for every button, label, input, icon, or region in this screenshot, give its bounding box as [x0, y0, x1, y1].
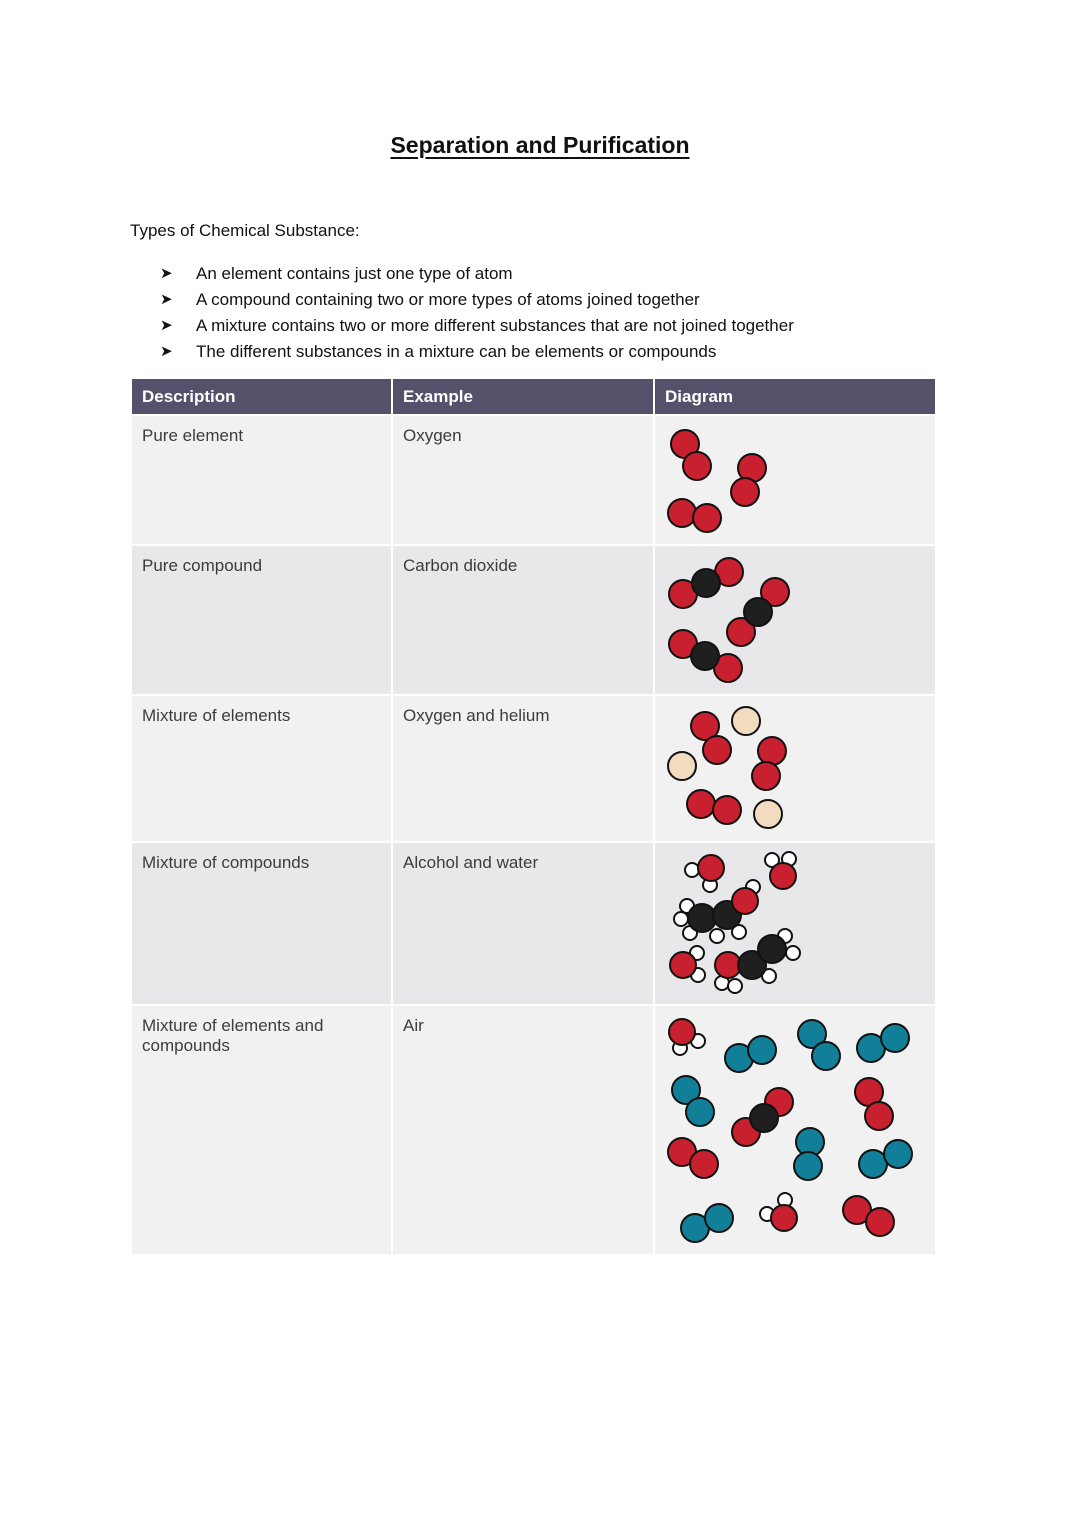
- diagram-cell: [654, 545, 936, 695]
- arrow-bullet-icon: ➤: [160, 265, 173, 282]
- table-header-row: [131, 379, 936, 415]
- description-cell: Mixture of elements: [131, 695, 392, 842]
- bullet-item: ➤ A mixture contains two or more different substances that are not joined together: [160, 313, 794, 339]
- diagram-cell: [654, 1005, 936, 1255]
- example-cell: Carbon dioxide: [392, 545, 654, 695]
- description-cell: Pure compound: [131, 545, 392, 695]
- arrow-bullet-icon: ➤: [160, 343, 173, 360]
- carbon-dioxide-molecules-icon: [655, 546, 935, 694]
- example-cell: Alcohol and water: [392, 842, 654, 1005]
- oxygen-helium-mixture-icon: [655, 696, 935, 841]
- description-cell: Mixture of compounds: [131, 842, 392, 1005]
- table-row: [131, 842, 936, 1005]
- description-cell: Mixture of elements and compounds: [131, 1005, 392, 1255]
- arrow-bullet-icon: ➤: [160, 291, 173, 308]
- diagram-cell: [654, 695, 936, 842]
- substance-table: [130, 379, 937, 1256]
- table-row: [131, 415, 936, 545]
- table-row: [131, 1005, 936, 1255]
- example-cell: Oxygen and helium: [392, 695, 654, 842]
- air-mixture-icon: [655, 1006, 935, 1254]
- column-header-example: Example: [392, 379, 654, 415]
- arrow-bullet-icon: ➤: [160, 317, 173, 334]
- column-header-diagram: Diagram: [654, 379, 936, 415]
- intro-text: Types of Chemical Substance:: [130, 221, 360, 240]
- page-title: Separation and Purification: [390, 132, 690, 158]
- diagram-cell: [654, 415, 936, 545]
- description-cell: Pure element: [131, 415, 392, 545]
- table-row: [131, 695, 936, 842]
- table-row: [131, 545, 936, 695]
- diagram-cell: [654, 842, 936, 1005]
- bullet-item: ➤ An element contains just one type of atom: [160, 261, 794, 287]
- example-cell: Air: [392, 1005, 654, 1255]
- alcohol-water-mixture-icon: [655, 843, 935, 1004]
- bullet-item: ➤ The different substances in a mixture can be elements or compounds: [160, 339, 794, 365]
- oxygen-molecules-icon: [655, 416, 935, 544]
- column-header-description: Description: [131, 379, 392, 415]
- bullet-list: [160, 261, 794, 365]
- bullet-item: ➤ A compound containing two or more types of atoms joined together: [160, 287, 794, 313]
- example-cell: Oxygen: [392, 415, 654, 545]
